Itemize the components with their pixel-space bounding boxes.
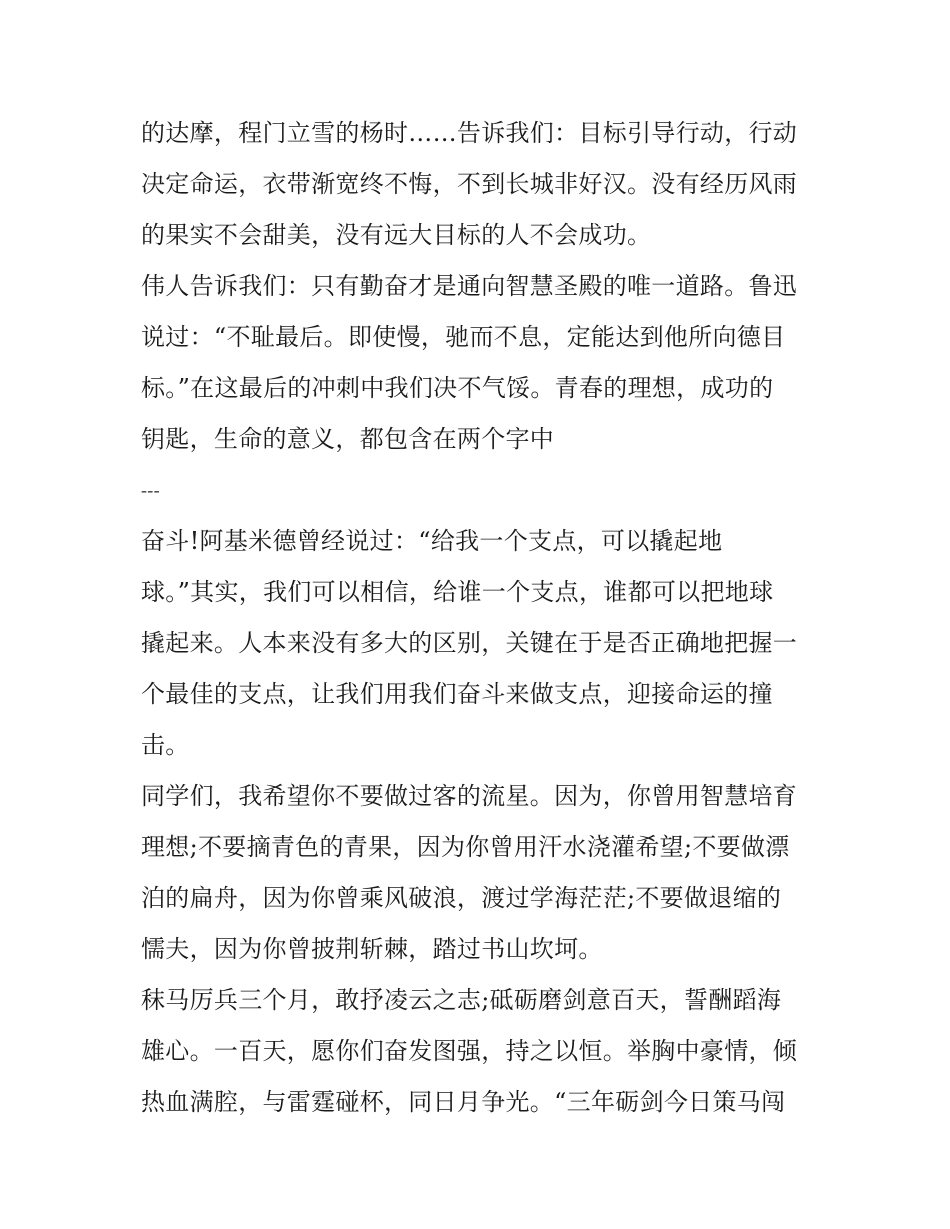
text-line: 撬起来。人本来没有多大的区别，关键在于是否正确地把握一 [141, 629, 798, 657]
text-line: 标。”在这最后的冲刺中我们决不气馁。青春的理想，成功的 [141, 374, 774, 402]
text-line: 理想;不要摘青色的青果，因为你曾用汗水浇灌希望;不要做漂 [141, 833, 790, 861]
text-line: 雄心。一百天，愿你们奋发图强，持之以恒。举胸中豪情，倾 [141, 1037, 798, 1065]
text-line: 的果实不会甜美，没有远大目标的人不会成功。 [141, 221, 652, 249]
text-line: 奋斗!阿基米德曾经说过：“给我一个支点，可以撬起地 [141, 527, 723, 555]
text-line: 决定命运，衣带渐宽终不悔，不到长城非好汉。没有经历风雨 [141, 170, 798, 198]
document-body [141, 108, 821, 1128]
text-line: 泊的扁舟，因为你曾乘风破浪，渡过学海茫茫;不要做退缩的 [141, 884, 782, 912]
text-line: 同学们，我希望你不要做过客的流星。因为，你曾用智慧培育 [141, 782, 798, 810]
text-line: 的达摩，程门立雪的杨时……告诉我们：目标引导行动，行动 [141, 119, 798, 147]
text-line: 个最佳的支点，让我们用我们奋斗来做支点，迎接命运的撞 [141, 680, 773, 708]
text-line: 钥匙，生命的意义，都包含在两个字中 [141, 425, 555, 453]
text-line: 击。 [141, 731, 190, 759]
text-line: 说过：“不耻最后。即使慢，驰而不息，定能达到他所向德目 [141, 323, 786, 351]
text-line: 伟人告诉我们：只有勤奋才是通向智慧圣殿的唯一道路。鲁迅 [141, 272, 798, 300]
text-line: 热血满腔，与雷霆碰杯，同日月争光。“三年砺剑今日策马闯 [141, 1088, 786, 1116]
text-line: 懦夫，因为你曾披荆斩棘，踏过书山坎坷。 [141, 935, 603, 963]
text-line: 球。”其实，我们可以相信，给谁一个支点，谁都可以把地球 [141, 578, 774, 606]
section-separator: --- [141, 480, 160, 500]
text-line: 秣马厉兵三个月，敢抒凌云之志;砥砺磨剑意百天，誓酬蹈海 [141, 986, 782, 1014]
